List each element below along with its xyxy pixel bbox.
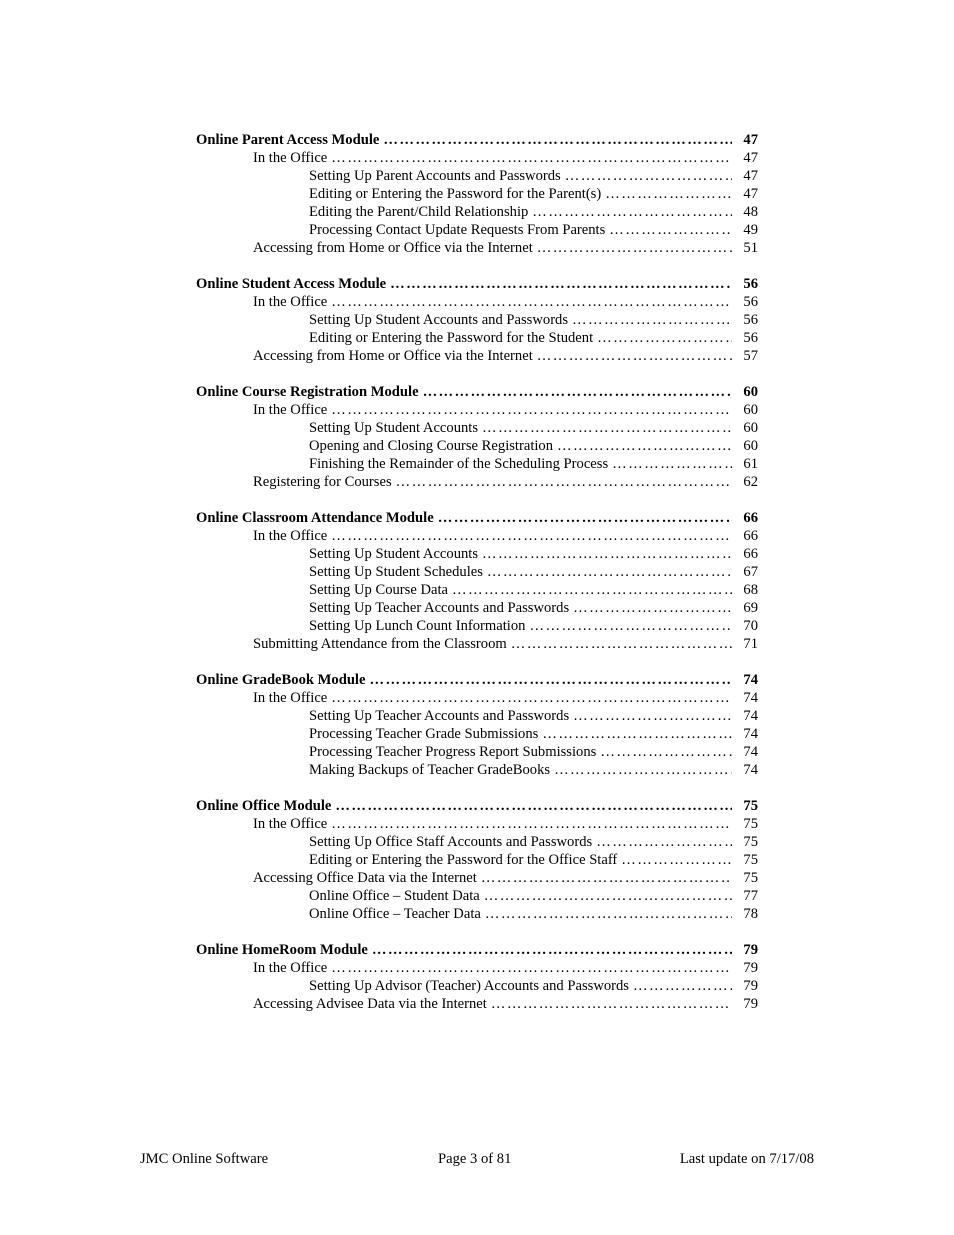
toc-entry-row: [309, 563, 758, 581]
toc-topic-entry: [196, 563, 758, 581]
toc-entry-title: Setting Up Teacher Accounts and Passwords: [309, 707, 573, 725]
toc-dot-leader: [396, 473, 732, 491]
toc-page-number: 70: [732, 617, 758, 635]
toc-dot-leader: [529, 617, 732, 635]
toc-section: [196, 941, 758, 1013]
toc-entry-row: [253, 959, 758, 977]
toc-topic-entry: [196, 437, 758, 455]
toc-topic-entry: [196, 905, 758, 923]
toc-dot-leader: [438, 509, 732, 527]
toc-entry-row: [309, 743, 758, 761]
toc-entry-row: [253, 635, 758, 653]
toc-page-number: 66: [732, 545, 758, 563]
toc-entry-title: Editing or Entering the Password for the Office Staff: [309, 851, 621, 869]
toc-page-number: 56: [732, 329, 758, 347]
toc-entry-row: [309, 599, 758, 617]
toc-entry-row: [309, 419, 758, 437]
toc-entry-title: Processing Teacher Progress Report Submissions: [309, 743, 600, 761]
toc-entry-row: [309, 617, 758, 635]
toc-entry-title: Setting Up Advisor (Teacher) Accounts and Passwords: [309, 977, 633, 995]
toc-section: [196, 275, 758, 365]
toc-subsection-entry: [196, 149, 758, 167]
toc-page-number: 56: [732, 293, 758, 311]
table-of-contents: [196, 131, 758, 1031]
toc-page-number: 57: [732, 347, 758, 365]
toc-topic-entry: [196, 887, 758, 905]
toc-subsection-entry: [196, 473, 758, 491]
toc-page-number: 74: [732, 725, 758, 743]
toc-dot-leader: [331, 959, 732, 977]
toc-entry-title: Setting Up Teacher Accounts and Passwords: [309, 599, 573, 617]
toc-module-heading: [196, 131, 758, 149]
toc-entry-title: Online Parent Access Module: [196, 131, 383, 149]
toc-entry-title: Setting Up Lunch Count Information: [309, 617, 529, 635]
toc-subsection-entry: [196, 347, 758, 365]
toc-entry-row: [253, 149, 758, 167]
toc-page-number: 56: [732, 275, 758, 293]
toc-page-number: 51: [732, 239, 758, 257]
toc-dot-leader: [372, 941, 732, 959]
toc-page-number: 74: [732, 707, 758, 725]
toc-entry-row: [253, 689, 758, 707]
toc-entry-title: Setting Up Office Staff Accounts and Passwords: [309, 833, 596, 851]
toc-topic-entry: [196, 221, 758, 239]
toc-entry-title: Making Backups of Teacher GradeBooks: [309, 761, 554, 779]
toc-topic-entry: [196, 329, 758, 347]
toc-entry-title: In the Office: [253, 527, 331, 545]
toc-page-number: 47: [732, 167, 758, 185]
toc-dot-leader: [331, 401, 732, 419]
toc-page-number: 77: [732, 887, 758, 905]
toc-entry-row: [253, 239, 758, 257]
toc-topic-entry: [196, 185, 758, 203]
toc-page-number: 75: [732, 851, 758, 869]
toc-dot-leader: [565, 167, 732, 185]
toc-page-number: 62: [732, 473, 758, 491]
toc-entry-title: Online Office – Student Data: [309, 887, 484, 905]
toc-dot-leader: [600, 743, 732, 761]
toc-section: [196, 797, 758, 923]
toc-subsection-entry: [196, 293, 758, 311]
toc-dot-leader: [609, 221, 732, 239]
toc-entry-title: Editing or Entering the Password for the Student: [309, 329, 597, 347]
toc-topic-entry: [196, 617, 758, 635]
toc-entry-row: [309, 221, 758, 239]
toc-page-number: 74: [732, 743, 758, 761]
toc-entry-row: [196, 941, 758, 959]
footer-page-number: Page 3 of 81: [438, 1151, 512, 1167]
toc-page-number: 78: [732, 905, 758, 923]
toc-page-number: 47: [732, 131, 758, 149]
toc-entry-title: Accessing Office Data via the Internet: [253, 869, 481, 887]
toc-page-number: 66: [732, 509, 758, 527]
toc-section: [196, 509, 758, 653]
toc-entry-row: [309, 437, 758, 455]
toc-entry-title: Accessing Advisee Data via the Internet: [253, 995, 491, 1013]
toc-entry-title: In the Office: [253, 149, 331, 167]
toc-entry-row: [309, 203, 758, 221]
toc-subsection-entry: [196, 959, 758, 977]
toc-dot-leader: [605, 185, 732, 203]
toc-entry-row: [196, 509, 758, 527]
toc-dot-leader: [383, 131, 732, 149]
toc-page-number: 60: [732, 401, 758, 419]
toc-page-number: 49: [732, 221, 758, 239]
toc-dot-leader: [331, 689, 732, 707]
toc-page-number: 47: [732, 185, 758, 203]
toc-dot-leader: [557, 437, 732, 455]
toc-entry-title: In the Office: [253, 293, 331, 311]
toc-entry-title: In the Office: [253, 959, 331, 977]
toc-entry-title: Registering for Courses: [253, 473, 396, 491]
toc-dot-leader: [484, 887, 732, 905]
toc-entry-title: In the Office: [253, 815, 331, 833]
toc-entry-title: Online Classroom Attendance Module: [196, 509, 438, 527]
toc-dot-leader: [331, 293, 732, 311]
toc-entry-row: [253, 401, 758, 419]
toc-dot-leader: [572, 311, 732, 329]
toc-entry-title: In the Office: [253, 689, 331, 707]
toc-topic-entry: [196, 761, 758, 779]
toc-entry-row: [253, 473, 758, 491]
toc-subsection-entry: [196, 635, 758, 653]
toc-topic-entry: [196, 977, 758, 995]
toc-dot-leader: [481, 869, 732, 887]
toc-entry-title: In the Office: [253, 401, 331, 419]
toc-page-number: 75: [732, 869, 758, 887]
toc-subsection-entry: [196, 239, 758, 257]
toc-topic-entry: [196, 581, 758, 599]
toc-page-number: 69: [732, 599, 758, 617]
toc-dot-leader: [542, 725, 732, 743]
toc-page-number: 60: [732, 419, 758, 437]
toc-topic-entry: [196, 851, 758, 869]
toc-entry-title: Setting Up Parent Accounts and Passwords: [309, 167, 565, 185]
toc-page-number: 47: [732, 149, 758, 167]
toc-page-number: 75: [732, 833, 758, 851]
toc-page-number: 75: [732, 797, 758, 815]
toc-page-number: 74: [732, 761, 758, 779]
toc-dot-leader: [573, 599, 732, 617]
toc-module-heading: [196, 509, 758, 527]
toc-module-heading: [196, 941, 758, 959]
toc-dot-leader: [390, 275, 732, 293]
toc-entry-row: [309, 887, 758, 905]
toc-entry-title: Setting Up Student Accounts: [309, 545, 482, 563]
toc-topic-entry: [196, 707, 758, 725]
toc-entry-title: Setting Up Student Schedules: [309, 563, 487, 581]
toc-entry-row: [253, 293, 758, 311]
toc-entry-title: Online Office Module: [196, 797, 335, 815]
toc-dot-leader: [485, 905, 732, 923]
toc-topic-entry: [196, 455, 758, 473]
toc-dot-leader: [511, 635, 732, 653]
toc-entry-title: Editing the Parent/Child Relationship: [309, 203, 532, 221]
toc-entry-row: [253, 347, 758, 365]
toc-entry-row: [196, 797, 758, 815]
toc-dot-leader: [423, 383, 732, 401]
toc-page-number: 74: [732, 689, 758, 707]
toc-dot-leader: [331, 815, 732, 833]
toc-page-number: 79: [732, 977, 758, 995]
toc-entry-row: [253, 527, 758, 545]
toc-topic-entry: [196, 833, 758, 851]
toc-dot-leader: [537, 347, 732, 365]
toc-page-number: 48: [732, 203, 758, 221]
toc-module-heading: [196, 797, 758, 815]
toc-page-number: 60: [732, 383, 758, 401]
toc-topic-entry: [196, 725, 758, 743]
toc-entry-row: [309, 707, 758, 725]
toc-dot-leader: [335, 797, 732, 815]
toc-subsection-entry: [196, 869, 758, 887]
toc-section: [196, 671, 758, 779]
toc-topic-entry: [196, 599, 758, 617]
toc-entry-row: [196, 671, 758, 689]
toc-entry-title: Setting Up Course Data: [309, 581, 452, 599]
toc-dot-leader: [452, 581, 732, 599]
toc-entry-row: [309, 725, 758, 743]
toc-entry-row: [253, 995, 758, 1013]
toc-entry-row: [196, 383, 758, 401]
toc-dot-leader: [612, 455, 732, 473]
toc-dot-leader: [482, 419, 732, 437]
toc-dot-leader: [482, 545, 732, 563]
toc-entry-title: Submitting Attendance from the Classroom: [253, 635, 511, 653]
toc-entry-row: [309, 977, 758, 995]
toc-entry-row: [309, 905, 758, 923]
toc-entry-row: [253, 815, 758, 833]
toc-dot-leader: [537, 239, 732, 257]
toc-entry-row: [196, 131, 758, 149]
toc-entry-row: [309, 167, 758, 185]
toc-topic-entry: [196, 419, 758, 437]
footer-last-update: Last update on 7/17/08: [679, 1151, 814, 1167]
toc-module-heading: [196, 671, 758, 689]
toc-dot-leader: [596, 833, 732, 851]
toc-dot-leader: [331, 527, 732, 545]
toc-topic-entry: [196, 311, 758, 329]
toc-entry-row: [309, 833, 758, 851]
toc-entry-title: Setting Up Student Accounts and Passwords: [309, 311, 572, 329]
toc-page-number: 56: [732, 311, 758, 329]
footer-document-title: JMC Online Software: [140, 1151, 269, 1167]
toc-entry-title: Accessing from Home or Office via the Internet: [253, 347, 537, 365]
toc-topic-entry: [196, 203, 758, 221]
toc-entry-row: [309, 185, 758, 203]
toc-dot-leader: [621, 851, 732, 869]
toc-page-number: 79: [732, 995, 758, 1013]
toc-page-number: 79: [732, 941, 758, 959]
toc-dot-leader: [491, 995, 732, 1013]
toc-dot-leader: [369, 671, 732, 689]
toc-dot-leader: [532, 203, 732, 221]
toc-entry-title: Online Student Access Module: [196, 275, 390, 293]
toc-dot-leader: [554, 761, 732, 779]
toc-entry-row: [253, 869, 758, 887]
toc-topic-entry: [196, 545, 758, 563]
toc-entry-title: Online GradeBook Module: [196, 671, 369, 689]
toc-dot-leader: [487, 563, 732, 581]
toc-subsection-entry: [196, 995, 758, 1013]
toc-subsection-entry: [196, 401, 758, 419]
toc-entry-title: Processing Teacher Grade Submissions: [309, 725, 542, 743]
toc-entry-title: Accessing from Home or Office via the Internet: [253, 239, 537, 257]
toc-page-number: 71: [732, 635, 758, 653]
toc-page-number: 60: [732, 437, 758, 455]
toc-section: [196, 383, 758, 491]
toc-entry-row: [309, 581, 758, 599]
toc-entry-row: [309, 545, 758, 563]
toc-dot-leader: [597, 329, 732, 347]
toc-page-number: 61: [732, 455, 758, 473]
toc-dot-leader: [331, 149, 732, 167]
toc-entry-row: [309, 311, 758, 329]
toc-section: [196, 131, 758, 257]
toc-page-number: 68: [732, 581, 758, 599]
toc-entry-row: [309, 761, 758, 779]
toc-entry-row: [309, 329, 758, 347]
toc-subsection-entry: [196, 689, 758, 707]
page-footer: [140, 1150, 814, 1168]
toc-module-heading: [196, 383, 758, 401]
toc-subsection-entry: [196, 815, 758, 833]
toc-entry-row: [196, 275, 758, 293]
toc-entry-row: [309, 455, 758, 473]
toc-entry-title: Finishing the Remainder of the Scheduling Process: [309, 455, 612, 473]
toc-subsection-entry: [196, 527, 758, 545]
toc-entry-title: Setting Up Student Accounts: [309, 419, 482, 437]
toc-page-number: 79: [732, 959, 758, 977]
toc-entry-title: Online Office – Teacher Data: [309, 905, 485, 923]
toc-entry-title: Processing Contact Update Requests From Parents: [309, 221, 609, 239]
toc-entry-title: Opening and Closing Course Registration: [309, 437, 557, 455]
toc-topic-entry: [196, 743, 758, 761]
toc-dot-leader: [573, 707, 732, 725]
toc-entry-row: [309, 851, 758, 869]
toc-page-number: 75: [732, 815, 758, 833]
toc-page-number: 67: [732, 563, 758, 581]
toc-page-number: 66: [732, 527, 758, 545]
toc-page-number: 74: [732, 671, 758, 689]
toc-module-heading: [196, 275, 758, 293]
toc-entry-title: Online Course Registration Module: [196, 383, 423, 401]
toc-entry-title: Editing or Entering the Password for the Parent(s): [309, 185, 605, 203]
toc-topic-entry: [196, 167, 758, 185]
toc-dot-leader: [633, 977, 732, 995]
toc-entry-title: Online HomeRoom Module: [196, 941, 372, 959]
